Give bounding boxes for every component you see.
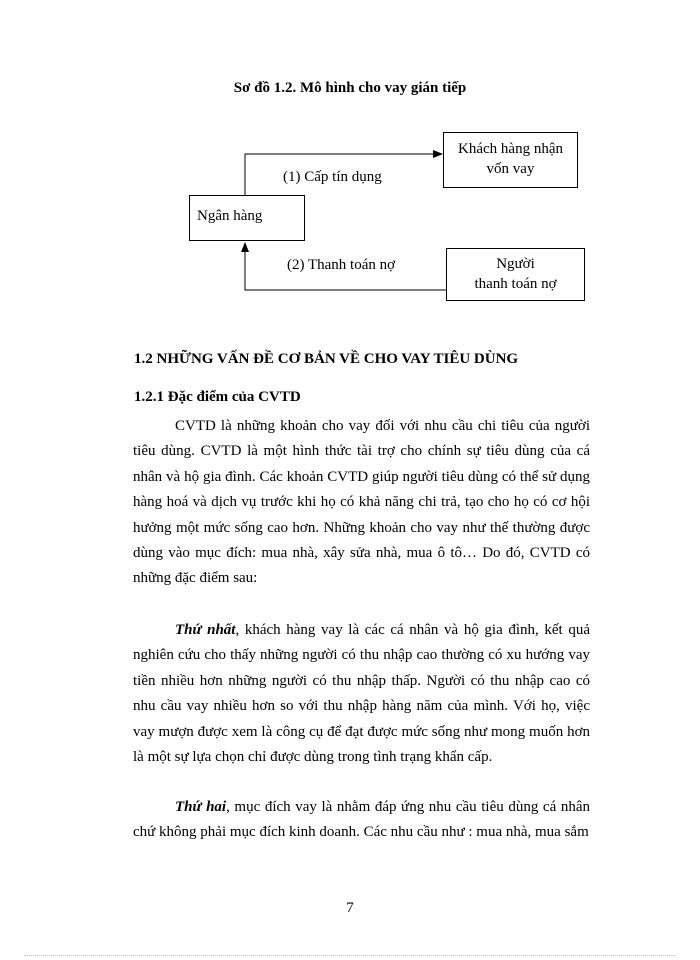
page-bottom-divider [24, 955, 676, 956]
payer-label-line1: Người [496, 256, 535, 272]
paragraph-3-text: , mục đích vay là nhằm đáp ứng nhu cầu tiêu dùng cá nhân chứ không phải mục đích kinh doanh. Các nhu cầu như : mua nhà, mua sắm [133, 799, 590, 841]
paragraph-2-text: , khách hàng vay là các cá nhân và hộ gia đình, kết quả nghiên cứu cho thấy những người có thu nhập cao thường có xu hướng vay tiền nhiều hơn những người có thu nhập thấp. Người có thu nhập cao có nhu cầu vay nhiều hơn so với thu nhập hàng năm của mình. Với họ, việc vay mượn được xem là công cụ để đạt được mức sống như mong muốn hơn là một sự lựa chọn chỉ được dùng trong tình trạng khẩn cấp. [133, 622, 590, 766]
paragraph-2 [133, 618, 590, 770]
borrower-label-line2: vốn vay [486, 161, 535, 177]
payer-label-line2: thanh toán nợ [474, 276, 557, 292]
repayment-arrow-label: (2) Thanh toán nợ [287, 257, 396, 273]
paragraph-2-lead: Thứ nhất [175, 622, 236, 638]
credit-arrow-label: (1) Cấp tín dụng [283, 169, 382, 185]
section-heading: 1.2 NHỮNG VẤN ĐỀ CƠ BẢN VỀ CHO VAY TIÊU DÙNG [134, 351, 519, 367]
page-number: 7 [346, 900, 354, 916]
paragraph-3 [133, 795, 590, 846]
paragraph-3-lead: Thứ hai [175, 799, 227, 815]
bank-box [189, 195, 305, 241]
borrower-label-line1: Khách hàng nhận [458, 141, 563, 157]
subsection-heading: 1.2.1 Đặc điểm của CVTD [134, 389, 301, 405]
bank-label: Ngân hàng [197, 208, 263, 224]
payer-box [446, 248, 585, 301]
borrower-box [443, 132, 578, 188]
paragraph-1: CVTD là những khoản cho vay đối với nhu cầu chi tiêu của người tiêu dùng. CVTD là một hình thức tài trợ cho chính sự tiêu dùng của cá nhân và hộ gia đình. Các khoản CVTD giúp người tiêu dùng có thể sử dụng hàng hoá và dịch vụ trước khi họ có khả năng chi trả, tạo cho họ có cơ hội hưởng một mức sống cao hơn. Những khoản cho vay như thế thường được dùng vào mục đích: mua nhà, xây sửa nhà, mua ô tô… Do đó, CVTD có những đặc điểm sau: [133, 418, 590, 587]
diagram-title: Sơ đồ 1.2. Mô hình cho vay gián tiếp [233, 80, 467, 96]
